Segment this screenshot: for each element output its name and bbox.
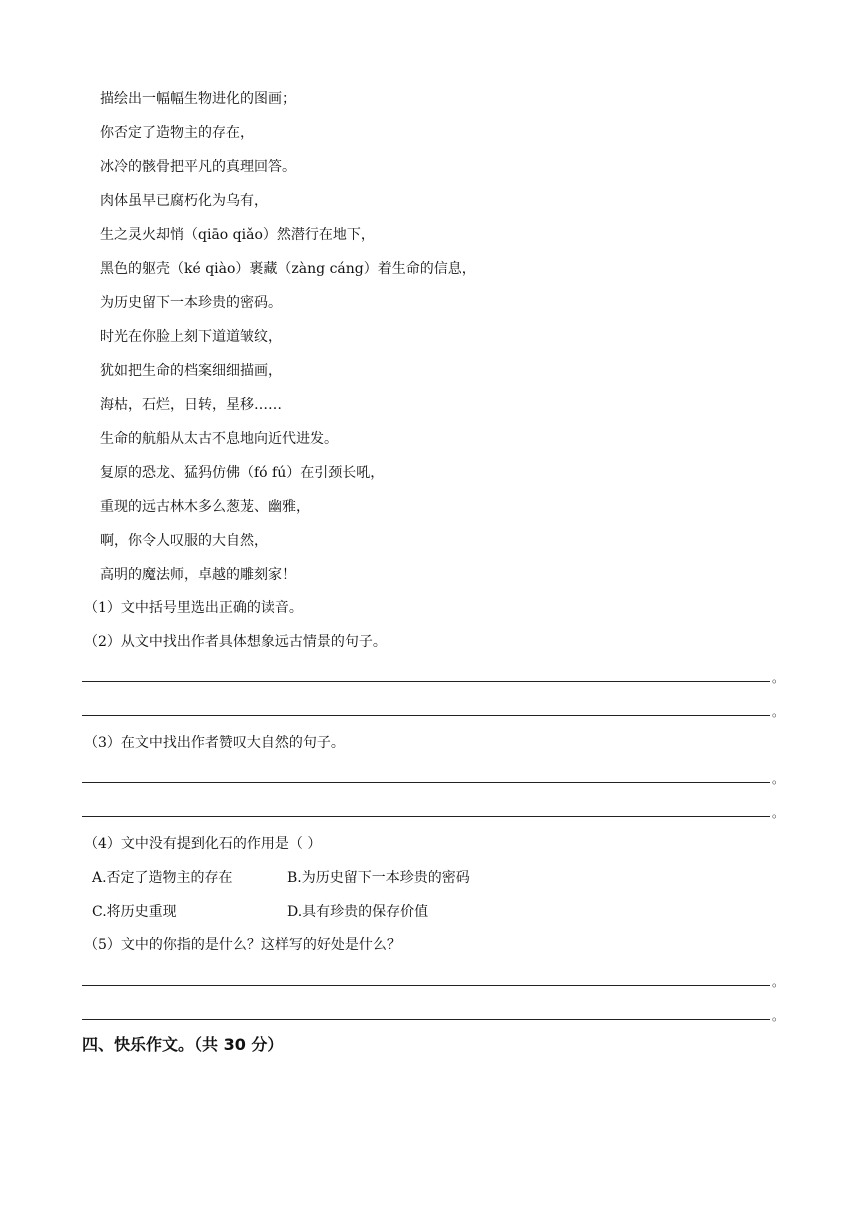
poem-line-13: 重现的远古林木多么葱茏、幽雅， <box>100 499 310 515</box>
answer-line-q2-2[interactable] <box>82 715 770 716</box>
poem-line-14: 啊，你令人叹服的大自然， <box>100 533 268 549</box>
poem-line-9: 犹如把生命的档案细细描画， <box>100 363 282 379</box>
poem-line-7: 为历史留下一本珍贵的密码。 <box>100 295 282 311</box>
question-3: （3）在文中找出作者赞叹大自然的句子。 <box>84 735 345 751</box>
answer-line-q3-1[interactable] <box>82 782 770 783</box>
section-heading: 四、快乐作文。（共 30 分） <box>82 1035 284 1054</box>
poem-line-11: 生命的航船从太古不息地向近代进发。 <box>100 431 338 447</box>
option-c[interactable]: C.将历史重现 <box>92 904 177 920</box>
question-1: （1）文中括号里选出正确的读音。 <box>84 600 303 616</box>
answer-end-mark: 。 <box>772 671 785 685</box>
poem-line-6: 黑色的躯壳（ké qiào）裹藏（zàng cáng）着生命的信息， <box>100 261 476 277</box>
poem-line-10: 海枯，石烂，日转，星移…… <box>100 397 282 413</box>
question-4: （4）文中没有提到化石的作用是（ ） <box>84 836 322 852</box>
answer-end-mark: 。 <box>772 975 785 989</box>
poem-line-12: 复原的恐龙、猛犸仿佛（fó fú）在引颈长吼， <box>100 465 385 481</box>
question-2: （2）从文中找出作者具体想象远古情景的句子。 <box>84 634 387 650</box>
answer-line-q2-1[interactable] <box>82 681 770 682</box>
answer-end-mark: 。 <box>772 772 785 786</box>
answer-end-mark: 。 <box>772 806 785 820</box>
poem-line-2: 你否定了造物主的存在， <box>100 125 254 141</box>
answer-end-mark: 。 <box>772 1009 785 1023</box>
poem-line-8: 时光在你脸上刻下道道皱纹， <box>100 329 282 345</box>
poem-line-1: 描绘出一幅幅生物进化的图画； <box>100 91 296 107</box>
poem-line-3: 冰冷的骸骨把平凡的真理回答。 <box>100 159 296 175</box>
option-a[interactable]: A.否定了造物主的存在 <box>92 870 233 886</box>
poem-line-5: 生之灵火却悄（qiāo qiǎo）然潜行在地下， <box>100 227 375 243</box>
question-5: （5）文中的你指的是什么？这样写的好处是什么？ <box>84 937 401 953</box>
answer-end-mark: 。 <box>772 705 785 719</box>
answer-line-q5-2[interactable] <box>82 1019 770 1020</box>
option-b[interactable]: B.为历史留下一本珍贵的密码 <box>287 870 470 886</box>
answer-line-q5-1[interactable] <box>82 985 770 986</box>
option-d[interactable]: D.具有珍贵的保存价值 <box>287 904 429 920</box>
poem-line-4: 肉体虽早已腐朽化为乌有， <box>100 193 268 209</box>
poem-line-15: 高明的魔法师，卓越的雕刻家！ <box>100 567 296 583</box>
answer-line-q3-2[interactable] <box>82 816 770 817</box>
